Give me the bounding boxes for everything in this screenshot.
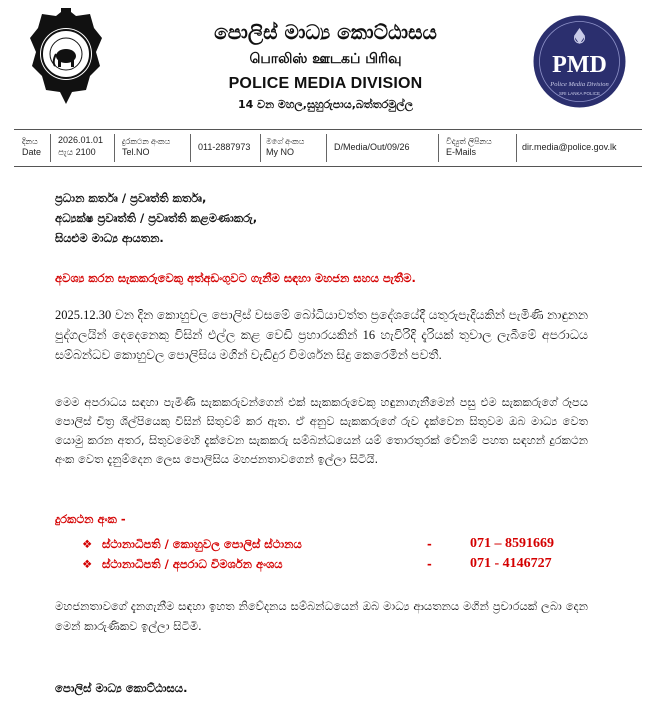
diamond-bullet-icon: ❖ xyxy=(82,557,93,571)
divider xyxy=(438,134,439,162)
phone-label: ස්ථානාධිපති / අපරාධ විමර්ශන අංශය xyxy=(102,557,283,571)
date-value: 2026.01.01 xyxy=(58,135,104,145)
email-label-en: E-Mails xyxy=(446,147,477,157)
division-title-tamil: பொலிஸ் ஊடகப் பிரிவு xyxy=(249,51,402,67)
myno-label-si: මගේ අංකය xyxy=(266,137,305,146)
phone-dash: - xyxy=(427,537,432,551)
division-address: 14 වන මහල,සුහුරුපාය,බත්තරමුල්ල xyxy=(238,98,413,111)
email-label-si: විද්‍යුත් ලිපිනය xyxy=(446,137,492,146)
phone-number[interactable]: 071 - 4146727 xyxy=(470,556,552,571)
date-label-si: දිනය xyxy=(22,137,38,146)
addressee-1: ප්‍රධාන කර්තෘ / ප්‍රවෘත්ති කර්තෘ, xyxy=(55,191,207,205)
divider xyxy=(326,134,327,162)
email-value[interactable]: dir.media@police.gov.lk xyxy=(522,142,617,152)
pmd-logo-ring-text: Police Media Division xyxy=(550,81,609,88)
closing-paragraph: මහජනතාවගේ දැනගැනීම සඳහා ඉහත නිවේදනය සම්බන්ධයෙන් ඔබ මාධ්‍ය ආයතනය මගින් ප්‍රචාරයක් ලබා දෙන මෙන් කාරුණිකව ඉල්ලා සිටිමි. xyxy=(55,599,588,633)
phone-row xyxy=(82,557,602,577)
phones-heading: දුරකථන අංක - xyxy=(55,512,126,526)
paragraph-incident: 2025.12.30 වන දින කොහුවල පොලිස් වසමේ බෝධියාවත්ත ප්‍රදේශයේදී යතුරුපැදියකින් පැමිණි නාඳුනන පුද්ගලයින් දෙදෙනෙකු විසින් එල්ල කළ වෙඩි ප්‍රහාරයකින් 16 හැවිරිදි දැරියක් තුවාල ලැබීමේ අපරාධය සම්බන්ධව කොහුවල පොලිසිය මගින් වැඩිදුර විමර්ශන සිදු කෙරෙමින් පවතී. xyxy=(55,308,588,362)
addressee-3: සියළුම මාධ්‍ය ආයතන. xyxy=(55,231,164,245)
division-title-sinhala: පොලිස් මාධ්‍ය කොට්ඨාසය xyxy=(214,20,437,44)
tel-label-en: Tel.NO xyxy=(122,147,150,157)
date-time: පැය 2100 xyxy=(58,147,96,157)
subject-line: අවශ්‍ය කරන සැකකරුවෙකු අත්අඩංගුවට ගැනීම සඳහා මහජන සහය පැතීම. xyxy=(55,271,416,285)
addressee-2: අධ්‍යක්ෂ ප්‍රවෘත්ති / ප්‍රවෘත්ති කළමණාකරු, xyxy=(55,211,258,225)
myno-value: D/Media/Out/09/26 xyxy=(334,142,410,152)
divider xyxy=(260,134,261,162)
diamond-bullet-icon: ❖ xyxy=(82,537,93,551)
signature-line: පොලිස් මාධ්‍ය කොට්ඨාසය. xyxy=(55,681,188,695)
divider xyxy=(50,134,51,162)
phone-number[interactable]: 071 – 8591669 xyxy=(470,536,554,551)
contact-strip xyxy=(14,129,642,167)
divider xyxy=(516,134,517,162)
paragraph-request: මෙම අපරාධය සඳහා පැමිණි සැකකරුවන්ගෙන් එක් සැකකරුවෙකු හඳුනාගැනීමෙන් පසු එම සැකකරුගේ රූපය පොලිස් චිත්‍ර ශිල්පියෙකු විසින් සිතුවම් කර ඇත. ඒ අනුව සැකකරුගේ රුව දැක්වෙන සිතුවම ඔබ මාධ්‍ය වෙත යොමු කරන අතර, සිතුවමෙහි දැක්වෙන සැකකරු සම්බන්ධයෙන් යම් තොරතුරක් වේනම් පහත සඳහන් දුරකථන අංක වෙත දැනුම්දෙන ලෙස පොලිසිය මහජනතාවගෙන් ඉල්ලා සිටියි. xyxy=(55,395,588,466)
myno-label-en: My NO xyxy=(266,147,294,157)
phone-dash: - xyxy=(427,557,432,571)
divider xyxy=(190,134,191,162)
phone-label: ස්ථානාධිපති / කොහුවල පොලිස් ස්ථානය xyxy=(102,537,302,551)
date-label-en: Date xyxy=(22,147,42,157)
division-title-english: POLICE MEDIA DIVISION xyxy=(228,75,423,92)
pmd-logo xyxy=(532,14,627,109)
pmd-logo-text: PMD xyxy=(552,52,607,78)
divider xyxy=(114,134,115,162)
tel-value[interactable]: 011-2887973 xyxy=(198,142,251,152)
phone-row xyxy=(82,537,602,557)
tel-label-si: දුරකථන අංකය xyxy=(122,137,171,146)
pmd-logo-sub-text: SRI LANKA POLICE xyxy=(558,91,601,96)
